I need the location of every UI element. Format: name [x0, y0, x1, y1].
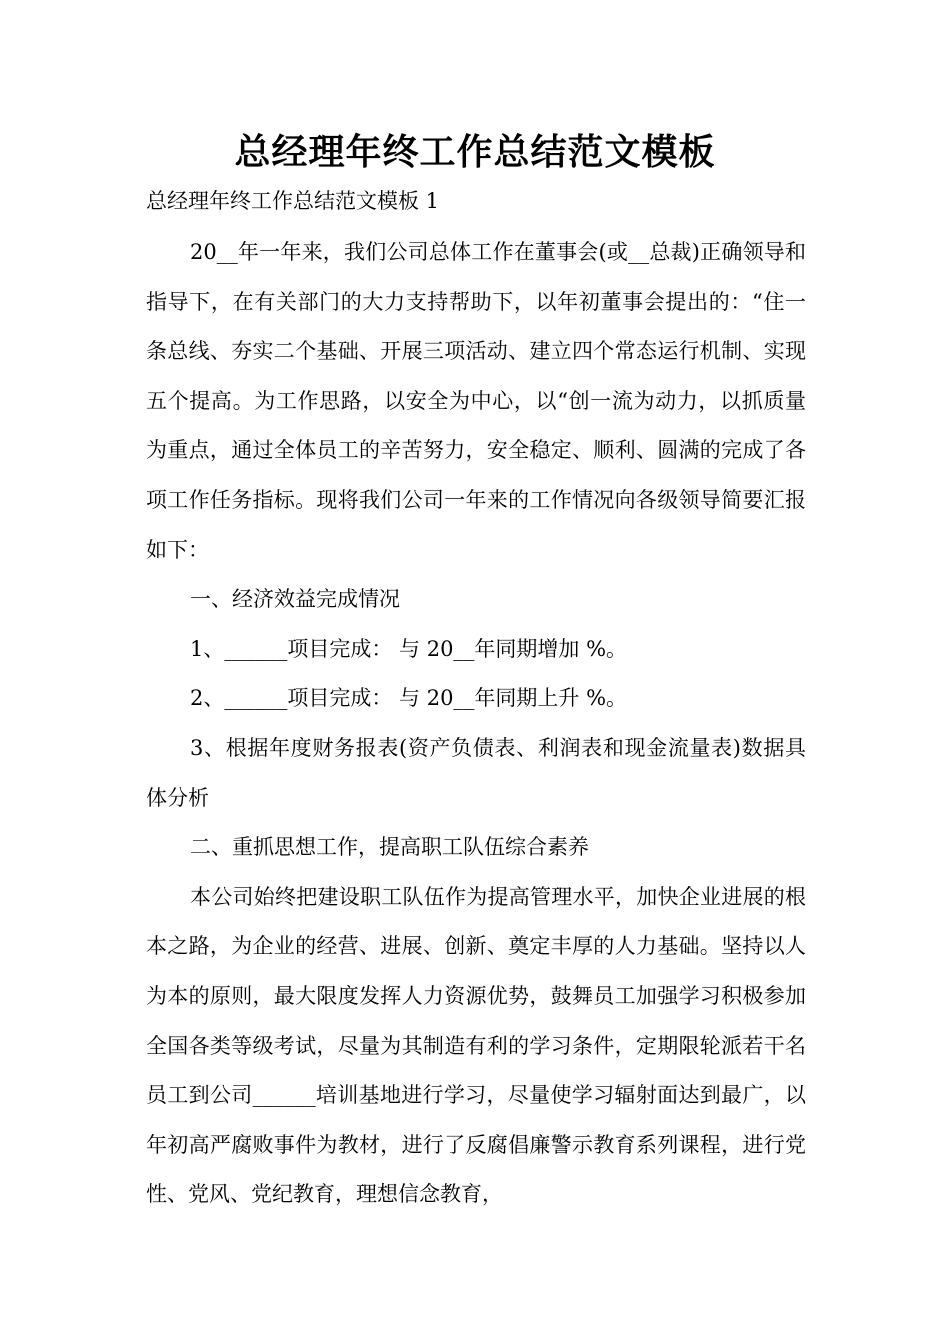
document-body: [146, 228, 806, 1220]
list-item-project-2: 2、______项目完成： 与 20__年同期上升 %。: [190, 686, 628, 711]
list-item-financial-analysis: 3、根据年度财务报表(资产负债表、利润表和现金流量表)数据具体分析: [146, 735, 806, 810]
document-title: 总经理年终工作总结范文模板: [234, 132, 716, 173]
paragraph-intro: 20__年一年来，我们公司总体工作在董事会(或__总裁)正确领导和指导下，在有关部门的大力支持帮助下，以年初董事会提出的：“住一条总线、夯实二个基础、开展三项活动、建立四个常态运行机制、实现五个提高。为工作思路，以安全为中心，以“创一流为动力，以抓质量为重点，通过全体员工的辛苦努力，安全稳定、顺利、圆满的完成了各项工作任务指标。现将我们公司一年来的工作情况向各级领导简要汇报如下：: [146, 240, 806, 562]
list-item-project-1: 1、______项目完成： 与 20__年同期增加 %。: [190, 636, 628, 661]
paragraph-staff-development: 本公司始终把建设职工队伍作为提高管理水平，加快企业进展的根本之路，为企业的经营、进展、创新、奠定丰厚的人力基础。坚持以人为本的原则，最大限度发挥人力资源优势，鼓舞员工加强学习积极参加全国各类等级考试，尽量为其制造有利的学习条件，定期限轮派若干名员工到公司______培训基地进行学习，尽量使学习辐射面达到最广，以年初高严腐败事件为教材，进行了反腐倡廉警示教育系列课程，进行党性、党风、党纪教育，理想信念教育，: [146, 884, 806, 1207]
section-heading-economic-benefits: 一、经济效益完成情况: [190, 587, 400, 612]
section-heading-ideological-work: 二、重抓思想工作，提高职工队伍综合素养: [190, 835, 589, 860]
document-subtitle: 总经理年终工作总结范文模板 1: [146, 189, 440, 213]
